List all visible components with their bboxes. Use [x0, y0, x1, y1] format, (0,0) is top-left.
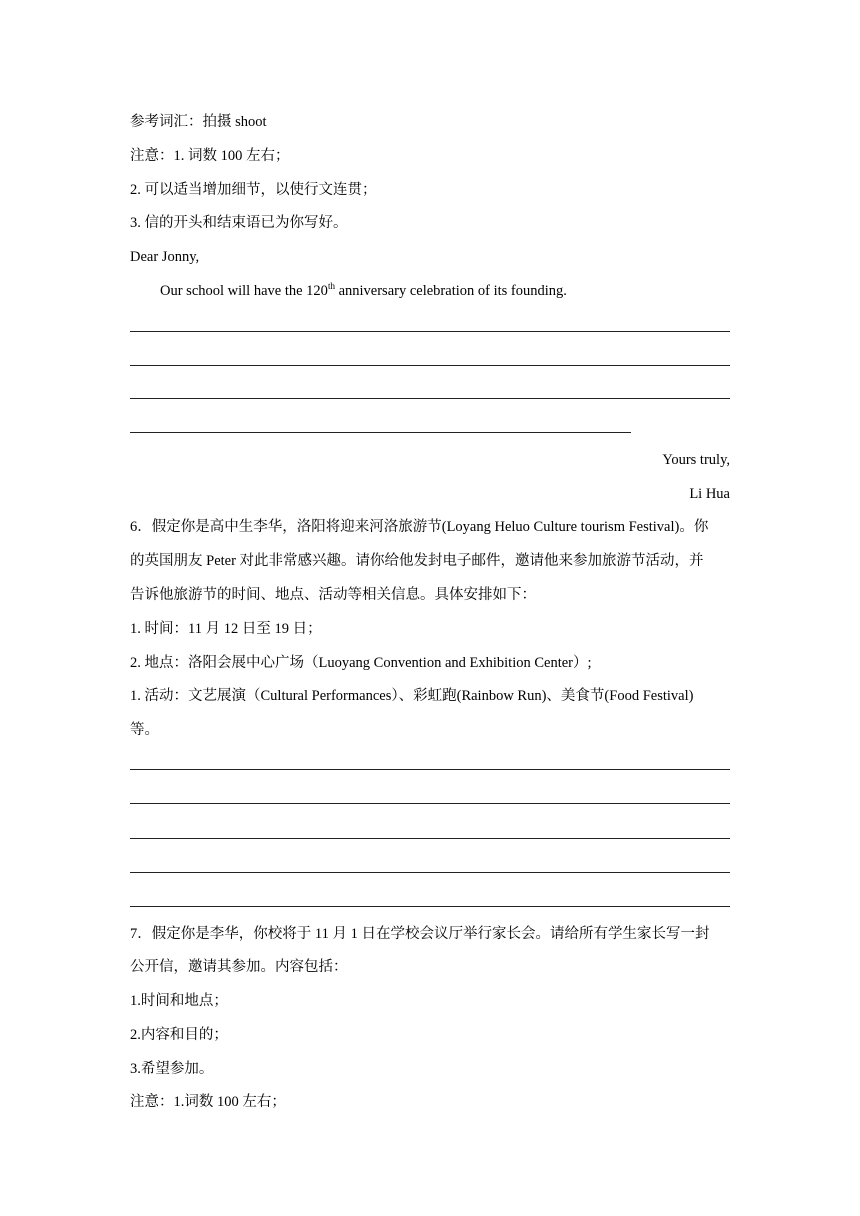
answer-line: [130, 432, 631, 433]
q6-prompt-line-2: 的英国朋友 Peter 对此非常感兴趣。请你给他发封电子邮件，邀请他来参加旅游节活动，并: [130, 553, 704, 569]
q6-prompt-line-3: 告诉他旅游节的时间、地点、活动等相关信息。具体安排如下：: [130, 587, 536, 603]
q7-item-content-purpose: 2.内容和目的；: [130, 1027, 228, 1043]
q6-prompt-line-1: 6．假定你是高中生李华，洛阳将迎来河洛旅游节(Loyang Heluo Culture tourism Festival)。你: [130, 519, 709, 535]
answer-line: [130, 872, 730, 873]
answer-line: [130, 331, 730, 332]
letter-salutation: Dear Jonny,: [130, 249, 200, 265]
letter-signature: Li Hua: [689, 486, 730, 502]
q6-item-place: 2. 地点：洛阳会展中心广场（Luoyang Convention and Exhibition Center）;: [130, 655, 592, 671]
answer-line: [130, 838, 730, 839]
answer-line: [130, 906, 730, 907]
opening-text-after: anniversary celebration of its founding.: [334, 283, 567, 299]
letter-opening-sentence: [130, 282, 730, 300]
answer-line: [130, 398, 730, 399]
q7-prompt-line-1: 7．假定你是李华，你校将于 11 月 1 日在学校会议厅举行家长会。请给所有学生家长写一封: [130, 926, 710, 942]
q6-item-activities: 1. 活动：文艺展演（Cultural Performances）、彩虹跑(Rainbow Run)、美食节(Food Festival): [130, 688, 694, 704]
answer-line: [130, 365, 730, 366]
q7-note-word-count: 注意：1.词数 100 左右；: [130, 1094, 286, 1110]
answer-line: [130, 803, 730, 804]
q7-item-hope-attend: 3.希望参加。: [130, 1061, 214, 1077]
letter-closing: Yours truly,: [662, 452, 730, 468]
document-page: [130, 0, 730, 1216]
q7-item-time-place: 1.时间和地点；: [130, 993, 228, 1009]
note-details: 2. 可以适当增加细节，以使行文连贯；: [130, 182, 377, 198]
q6-item-time: 1. 时间：11 月 12 日至 19 日；: [130, 621, 322, 637]
q6-item-activities-cont: 等。: [130, 722, 159, 738]
note-opening-closing: 3. 信的开头和结束语已为你写好。: [130, 215, 348, 231]
answer-line: [130, 769, 730, 770]
ordinal-suffix: th: [327, 281, 335, 291]
opening-text-before: Our school will have the 120: [160, 283, 328, 299]
note-word-count: 注意：1. 词数 100 左右；: [130, 148, 290, 164]
vocab-hint: 参考词汇：拍摄 shoot: [130, 114, 267, 130]
q7-prompt-line-2: 公开信，邀请其参加。内容包括：: [130, 959, 348, 975]
